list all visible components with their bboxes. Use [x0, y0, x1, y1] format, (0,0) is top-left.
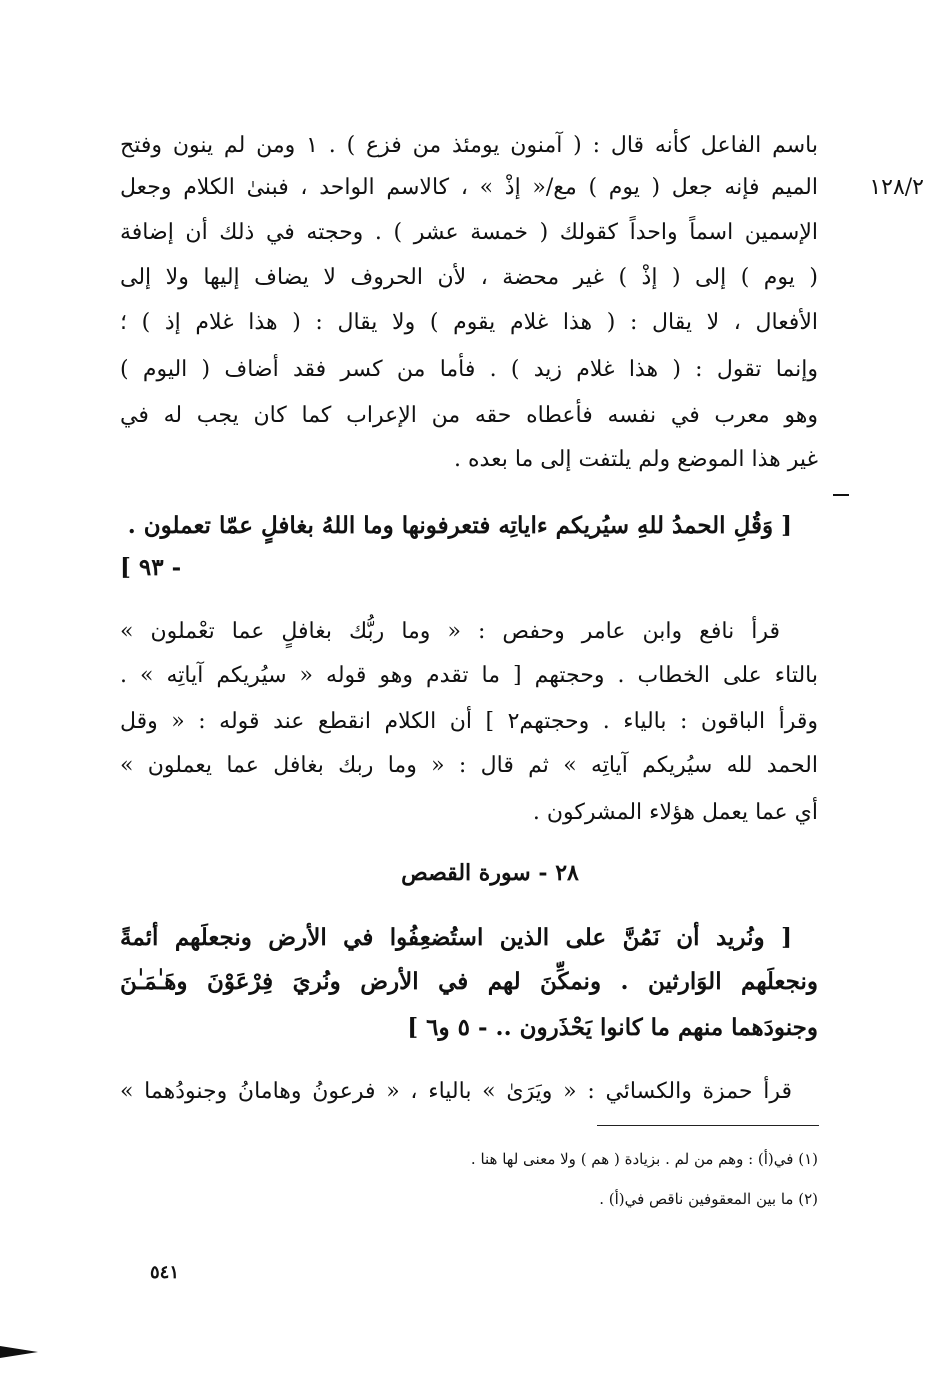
page-number: ٥٤١ [150, 1262, 180, 1283]
body-line: الإسمين اسماً واحداً كقولك ( خمسة عشر ) . وحجته في ذلك أن إضافة [120, 220, 818, 245]
footnote-rule [597, 1125, 819, 1126]
body-line: قرأ نافع وابن عامر وحفص : « وما ربُّك بغافلٍ عما تعْملون » [120, 619, 780, 644]
body-line: وقرأ الباقون : بالياء . وحجتهم٢ ] أن الكلام انقطع عند قوله : « وقل [120, 709, 818, 734]
body-line: الأفعال ، لا يقال : ( هذا غلام يقوم ) ولا يقال : ( هذا غلام إذ ) ؛ [120, 310, 818, 335]
margin-dash [833, 494, 849, 496]
body-line: أي عما يعمل هؤلاء المشركون . [532, 800, 818, 825]
corner-mark [0, 1346, 38, 1358]
footnote: (١) في(أ) : وهم من لم . بزيادة ( هم ) ولا معنى لها هنا . [470, 1150, 818, 1168]
body-line: غير هذا الموضع ولم يلتفت إلى ما بعده . [454, 447, 818, 472]
surah-heading: ٢٨ - سورة القصص [401, 860, 579, 886]
verse-line: - ٩٣ ] [120, 554, 182, 581]
body-line: الحمد لله سيُريكم آياتِه » ثم قال : « وما ربك بغافل عما يعملون » [120, 753, 818, 778]
margin-reference: ١٢٨/٢ [869, 175, 924, 200]
body-line: وإنما تقول : ( هذا غلام زيد ) . فأما من كسر فقد أضاف ( اليوم ) [120, 357, 818, 382]
body-line: ( يوم ) إلى ( إذْ ) غير محضة ، لأن الحروف لا يضاف إليها ولا إلى [120, 265, 818, 290]
verse-line: وجنودَهما منهم ما كانوا يَحْذَرون .. - ٥ و٦ ] [407, 1014, 818, 1041]
verse-line: [ ونُريد أن نَمُنَّ على الذين استُضعِفُوا في الأرض ونجعلَهم أئمةً [120, 924, 792, 951]
body-line: قرأ حمزة والكسائي : « ويَرَىٰ » بالياء ، « فرعونُ وهامانُ وجنودُهما » [120, 1079, 792, 1104]
verse-line: [ وَقُلِ الحمدُ للهِ سيُريكم ءاياتِه فتعرفونها وما اللهُ بغافلٍ عمّا تعملون . [127, 512, 792, 539]
body-line: الميم فإنه جعل ( يوم ) مع/« إذْ » ، كالاسم الواحد ، فبنىٰ الكلام وجعل [120, 175, 818, 200]
body-line: باسم الفاعل كأنه قال : ( آمنون يومئذ من فزع ) . ١ ومن لم ينون وفتح [120, 133, 818, 158]
verse-line: ونجعلَهم الوَارثين . ونمكِّنَ لهم في الأرض ونُريَ فِرْعَوْنَ وهَـٰمَـٰنَ [120, 968, 818, 995]
footnote: (٢) ما بين المعقوفين ناقص في(أ) . [599, 1190, 818, 1208]
body-line: وهو معرب في نفسه فأعطاه حقه من الإعراب كما كان يجب له في [120, 403, 818, 428]
body-line: بالتاء على الخطاب . وحجتهم [ ما تقدم وهو قوله « سيُريكم آياتِه » . [120, 663, 818, 688]
